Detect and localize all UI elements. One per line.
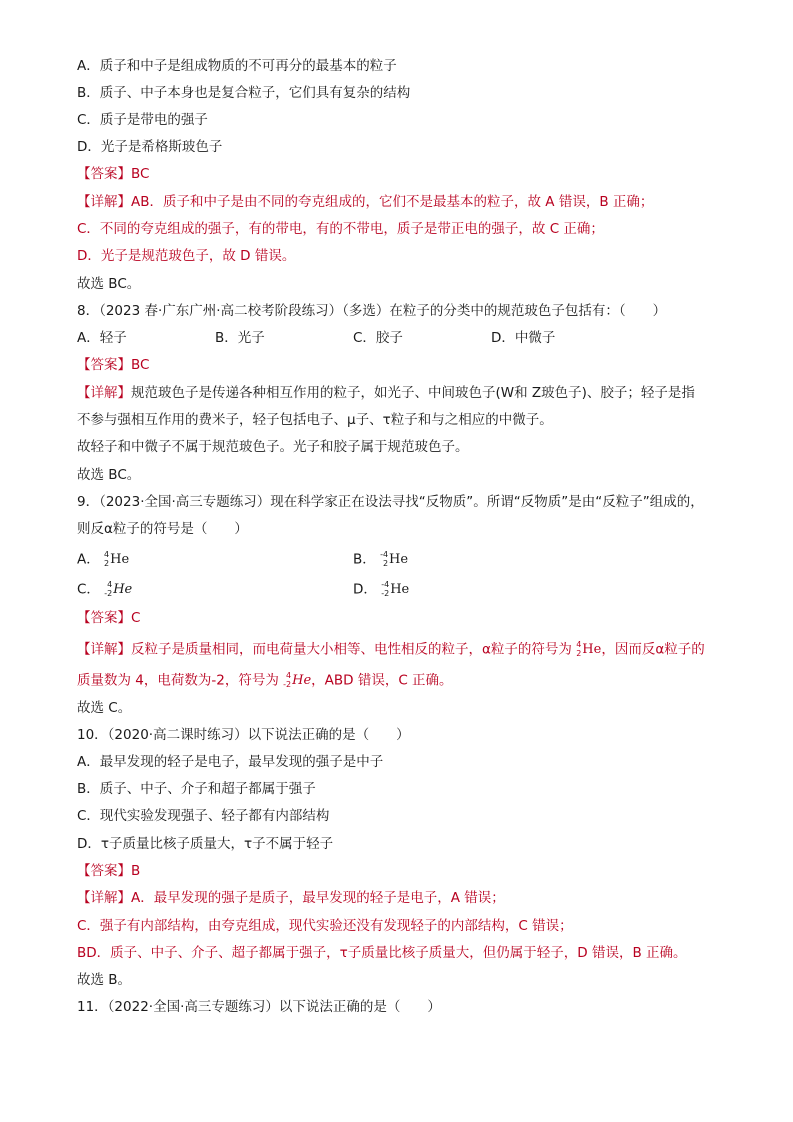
- q7-explain-line-2: C．不同的夸克组成的强子，有的带电，有的不带电，质子是带正电的强子，故 C 正确；: [77, 221, 604, 237]
- q10-option-b: B．质子、中子、介子和超子都属于强子: [77, 781, 316, 797]
- answer-value: BC: [131, 166, 150, 182]
- q7-conclusion: 故选 BC。: [77, 276, 141, 292]
- alpha-particle-symbol: [576, 639, 601, 660]
- q8-explain-line-1: [77, 383, 695, 403]
- mass-number: 4: [286, 671, 292, 680]
- q9-conclusion: 故选 C。: [77, 700, 132, 716]
- q8-explain-line-2: 不参与强相互作用的费米子，轻子包括电子、μ子、τ粒子和与之相应的中微子。: [77, 412, 553, 428]
- element-symbol: He: [113, 582, 133, 597]
- explain-tag: 【详解】: [77, 641, 131, 658]
- element-symbol: He: [582, 642, 602, 657]
- q7-explain-line-3: D．光子是规范玻色子，故 D 错误。: [77, 248, 296, 264]
- q10-conclusion: 故选 B。: [77, 972, 132, 988]
- answer-tag: 【答案】: [77, 357, 131, 373]
- q9-option-b: [353, 549, 408, 570]
- q10-explain-line-3: BD．质子、中子、介子、超子都属于强子，τ子质量比核子质量大，但仍属于轻子，D 错误，B 正确。: [77, 945, 687, 961]
- element-symbol: He: [389, 552, 409, 567]
- element-symbol: He: [110, 552, 130, 567]
- explain-text: A．最早发现的强子是质子，最早发现的轻子是电子，A 错误；: [131, 890, 505, 906]
- explain-text: 规范玻色子是传递各种相互作用的粒子，如光子、中间玻色子(W和 Z玻色子)、胶子；轻子是指: [131, 385, 695, 401]
- q8-option-c: C．胶子: [353, 330, 403, 346]
- nuclide-symbol: [381, 579, 409, 600]
- q8-option-a: A．轻子: [77, 330, 127, 346]
- q7-option-d: D．光子是希格斯玻色子: [77, 139, 223, 155]
- q7-option-a: A．质子和中子是组成物质的不可再分的最基本的粒子: [77, 58, 397, 74]
- explain-tag: 【详解】: [77, 890, 131, 906]
- q9-option-d: [353, 579, 409, 600]
- explain-tag: 【详解】: [77, 194, 131, 210]
- answer-tag: 【答案】: [77, 863, 131, 879]
- explain-text: ，ABD 错误，C 正确。: [311, 672, 453, 689]
- charge-number: -2: [283, 680, 292, 689]
- anti-alpha-particle-symbol: [283, 670, 311, 691]
- explain-text: 质量数为 4，电荷数为-2，符号为: [77, 672, 279, 689]
- answer-tag: 【答案】: [77, 610, 131, 626]
- element-symbol: He: [292, 673, 312, 688]
- explain-text: AB．质子和中子是由不同的夸克组成的，它们不是最基本的粒子，故 A 错误，B 正确；: [131, 194, 654, 210]
- q9-option-c: [77, 579, 132, 600]
- q9-answer: [77, 608, 140, 628]
- q8-option-d: D．中微子: [491, 330, 556, 346]
- q7-option-c: C．质子是带电的强子: [77, 112, 208, 128]
- q10-answer: [77, 861, 140, 881]
- q8-conclusion: 故选 BC。: [77, 467, 141, 483]
- mass-number: 4: [107, 580, 113, 589]
- q7-explain-line-1: [77, 192, 653, 212]
- answer-tag: 【答案】: [77, 166, 131, 182]
- mass-number: -4: [381, 580, 390, 589]
- q9-stem-line-2: 则反α粒子的符号是（ ）: [77, 521, 248, 537]
- q9-explain-line-1: [77, 639, 705, 660]
- q8-explain-line-3: 故轻子和中微子不属于规范玻色子。光子和胶子属于规范玻色子。: [77, 439, 469, 455]
- option-letter: B．: [353, 551, 376, 568]
- q9-explain-line-2: [77, 670, 453, 691]
- answer-value: B: [131, 863, 141, 879]
- q10-option-a: A．最早发现的轻子是电子，最早发现的强子是中子: [77, 754, 384, 770]
- mass-number: 4: [104, 550, 110, 559]
- nuclide-symbol: [380, 549, 408, 570]
- charge-number: -2: [104, 589, 113, 598]
- charge-number: 2: [382, 559, 389, 568]
- element-symbol: He: [390, 582, 410, 597]
- explain-text: ，因而反α粒子的: [601, 641, 705, 658]
- charge-number: -2: [381, 589, 390, 598]
- charge-number: 2: [104, 559, 110, 568]
- option-letter: C．: [77, 581, 100, 598]
- q7-option-b: B．质子、中子本身也是复合粒子，它们具有复杂的结构: [77, 85, 411, 101]
- charge-number: 2: [576, 649, 582, 658]
- explain-text: 反粒子是质量相同，而电荷量大小相等、电性相反的粒子，α粒子的符号为: [131, 641, 572, 658]
- mass-number: -4: [380, 550, 389, 559]
- q10-option-d: D．τ子质量比核子质量大，τ子不属于轻子: [77, 836, 334, 852]
- q8-answer: [77, 355, 149, 375]
- answer-value: C: [131, 610, 141, 626]
- q11-stem: 11．（2022·全国·高三专题练习）以下说法正确的是（ ）: [77, 999, 441, 1015]
- answer-value: BC: [131, 357, 150, 373]
- q9-stem-line-1: 9．（2023·全国·高三专题练习）现在科学家正在设法寻找“反物质”。所谓“反物质”是由“反粒子”组成的，: [77, 494, 704, 510]
- mass-number: 4: [576, 640, 582, 649]
- q7-answer: [77, 164, 149, 184]
- q10-explain-line-2: C．强子有内部结构，由夸克组成，现代实验还没有发现轻子的内部结构，C 错误；: [77, 918, 573, 934]
- q10-explain-line-1: [77, 888, 505, 908]
- option-letter: D．: [353, 581, 377, 598]
- nuclide-symbol: [104, 579, 132, 600]
- explain-tag: 【详解】: [77, 385, 131, 401]
- nuclide-symbol: [104, 549, 129, 570]
- q9-option-a: [77, 549, 129, 570]
- q8-stem: 8．（2023 春·广东广州·高二校考阶段练习）（多选）在粒子的分类中的规范玻色子包括有：（ ）: [77, 303, 667, 319]
- q8-option-b: B．光子: [215, 330, 265, 346]
- q10-stem: 10．（2020·高二课时练习）以下说法正确的是（ ）: [77, 727, 410, 743]
- option-letter: A．: [77, 551, 100, 568]
- q10-option-c: C．现代实验发现强子、轻子都有内部结构: [77, 808, 330, 824]
